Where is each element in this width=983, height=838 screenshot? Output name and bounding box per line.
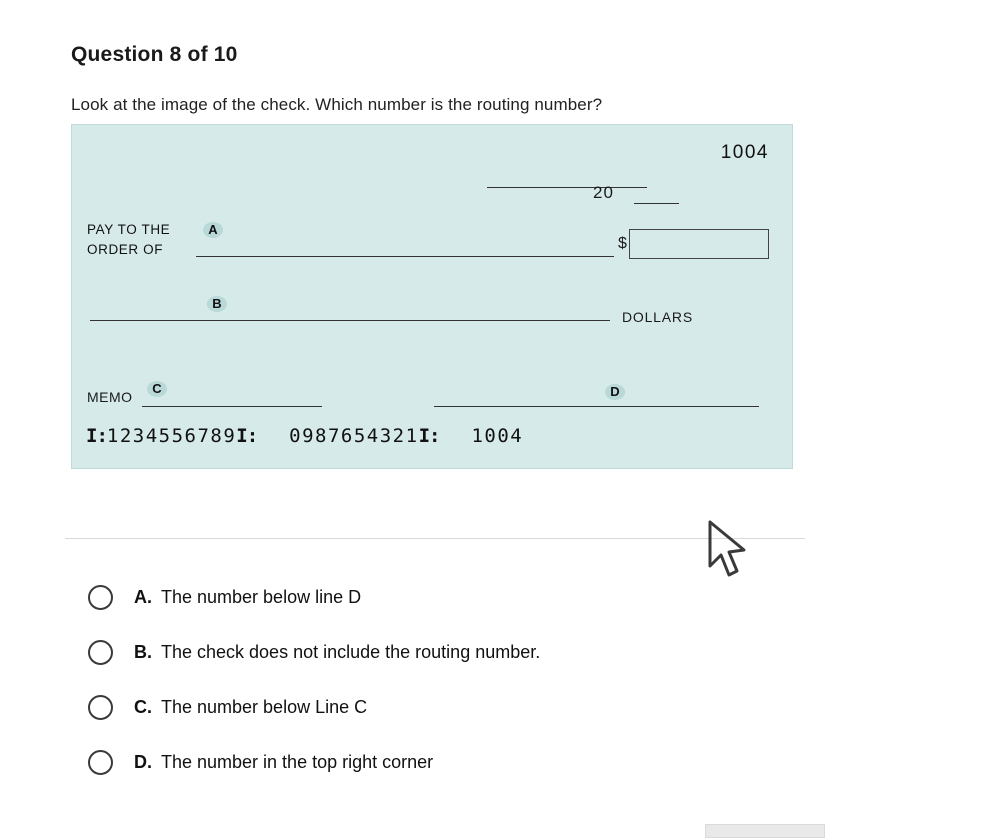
radio-button-c[interactable]: [88, 695, 113, 720]
label-marker-a: A: [203, 222, 223, 238]
bottom-placeholder-bar: [705, 824, 825, 838]
payee-line: [196, 256, 614, 257]
date-line: [487, 187, 647, 188]
micr-check-number: 1004: [471, 425, 524, 447]
dollar-sign: $: [618, 235, 627, 252]
radio-button-a[interactable]: [88, 585, 113, 610]
label-marker-b: B: [207, 296, 227, 312]
signature-line: [434, 406, 759, 407]
micr-symbol-right: I:: [418, 425, 440, 447]
answer-letter-b: B.: [134, 642, 152, 662]
question-prompt: Look at the image of the check. Which number is the routing number?: [71, 95, 603, 114]
label-marker-d: D: [605, 384, 625, 400]
memo-line: [142, 406, 322, 407]
answer-option-a[interactable]: [88, 570, 788, 625]
micr-line: [86, 425, 523, 447]
answer-option-b[interactable]: [88, 625, 788, 680]
radio-button-b[interactable]: [88, 640, 113, 665]
radio-button-d[interactable]: [88, 750, 113, 775]
answer-option-d[interactable]: [88, 735, 788, 790]
answer-option-c[interactable]: [88, 680, 788, 735]
date-line-tail: [634, 203, 679, 204]
micr-symbol-left: I:: [86, 425, 107, 447]
pay-to-line1: PAY TO THE: [87, 222, 171, 237]
answer-text-a: The number below line D: [161, 587, 362, 607]
check-image: [71, 124, 793, 469]
micr-routing-number: 1234556789: [106, 425, 237, 447]
micr-account-number: 0987654321: [289, 425, 419, 447]
answer-text-d: The number in the top right corner: [161, 752, 434, 772]
label-marker-c: C: [147, 381, 167, 397]
answer-text-c: The number below Line C: [161, 697, 368, 717]
answer-text-b: The check does not include the routing number.: [161, 642, 541, 662]
amount-box: [629, 229, 769, 259]
answer-options: [88, 570, 788, 790]
amount-words-line: [90, 320, 610, 321]
answer-letter-a: A.: [134, 587, 152, 607]
dollars-label: DOLLARS: [622, 309, 693, 325]
pay-to-order-of-label: [87, 220, 170, 260]
check-number-top-right: 1004: [720, 142, 769, 163]
page-title: Question 8 of 10: [71, 43, 238, 66]
answer-letter-c: C.: [134, 697, 152, 717]
micr-symbol-mid: I:: [236, 425, 258, 447]
memo-label: MEMO: [87, 389, 133, 405]
date-year-text: 20: [593, 183, 614, 202]
answer-letter-d: D.: [134, 752, 152, 772]
pay-to-line2: ORDER OF: [87, 242, 164, 257]
section-divider: [65, 538, 805, 539]
